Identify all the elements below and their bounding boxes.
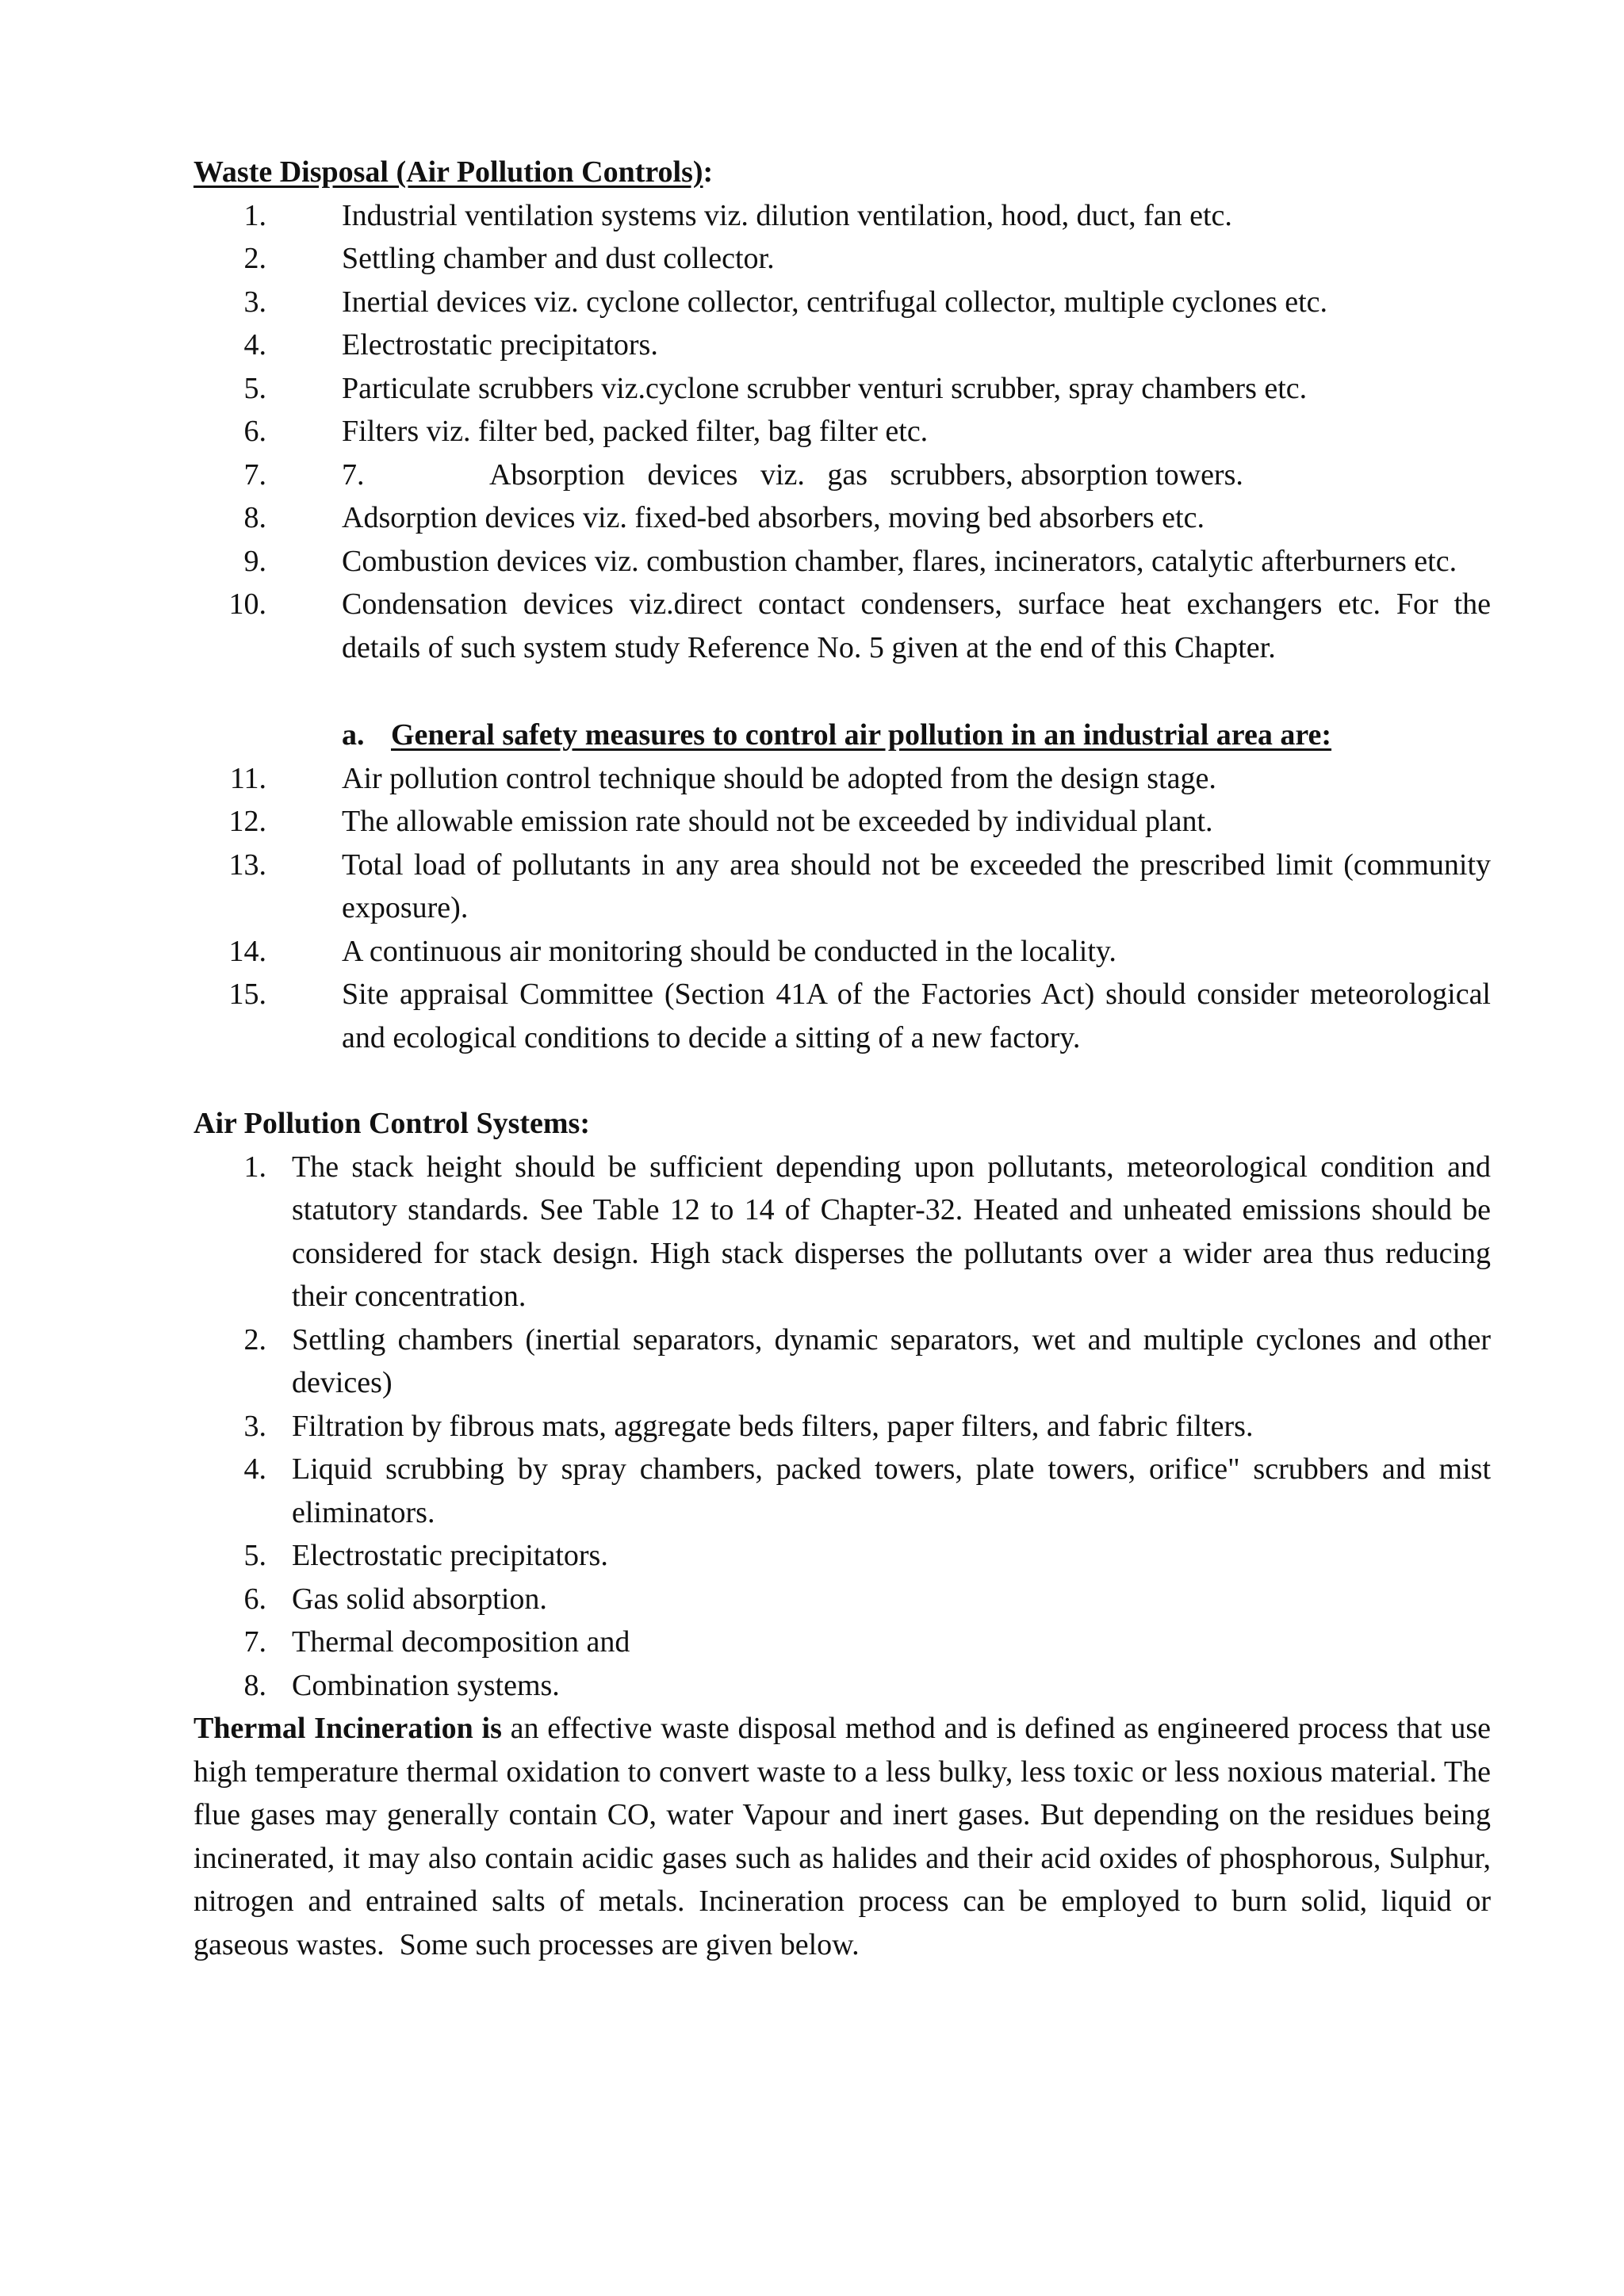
list-item: 7. 7. Absorption devices viz. gas scrubbers, absorption towers.	[243, 457, 1243, 492]
safety-measures-list	[193, 757, 1491, 1060]
list-item: 10. Condensation devices viz.direct contact condensers, surface heat exchangers etc. For the details of such system study Reference No. 5 given at the end of this Chapter.	[228, 587, 1491, 664]
list-item: 14. A continuous air monitoring should be conducted in the locality.	[228, 934, 1116, 968]
list-item: 2. Settling chambers (inertial separators, dynamic separators, wet and multiple cyclones and other devices)	[243, 1322, 1491, 1399]
list-item: 12. The allowable emission rate should not be exceeded by individual plant.	[228, 805, 1213, 838]
heading-text: Waste Disposal (Air Pollution Controls)	[193, 155, 703, 189]
list-item: 6. Filters viz. filter bed, packed filter, bag filter etc.	[243, 415, 929, 448]
list-item: 2. Settling chamber and dust collector.	[243, 242, 775, 275]
waste-disposal-list	[193, 194, 1491, 670]
section-heading-waste-disposal: Waste Disposal (Air Pollution Controls):	[193, 155, 714, 189]
list-item: 4. Liquid scrubbing by spray chambers, packed towers, plate towers, orifice" scrubbers and mist eliminators.	[243, 1452, 1491, 1529]
list-item: 11. Air pollution control technique should be adopted from the design stage.	[229, 761, 1216, 795]
list-item: 8. Combination systems.	[243, 1668, 560, 1702]
section-heading-control-systems: Air Pollution Control Systems:	[193, 1107, 590, 1140]
list-item: 1. The stack height should be sufficient depending upon pollutants, meteorological condition and statutory standards. See Table 12 to 14 of Chapter-32. Heated and unheated emissions should be considered for stack design. High stack disperses the pollutants over a wider area thus reducing their concentration.	[243, 1150, 1491, 1313]
list-item: 4. Electrostatic precipitators.	[243, 328, 658, 362]
list-item: 13. Total load of pollutants in any area should not be exceeded the prescribed limit (community exposure).	[228, 848, 1491, 924]
list-item: 5. Particulate scrubbers viz.cyclone scrubber venturi scrubber, spray chambers etc.	[243, 371, 1308, 405]
control-systems-list	[193, 1146, 1491, 1708]
list-item: 6. Gas solid absorption.	[243, 1582, 547, 1616]
list-item: 5. Electrostatic precipitators.	[243, 1539, 608, 1572]
thermal-incineration-paragraph: Thermal Incineration is an effective waste disposal method and is defined as engineered process that use high temperature thermal oxidation to convert waste to a less bulky, less toxic or less noxious material. The flue gases may generally contain CO, water Vapour and inert gases. But depending on the residues being incinerated, it may also contain acidic gases such as halides and their acid oxides of phosphorous, Sulphur, nitrogen and entrained salts of metals. Incineration process can be employed to burn solid, liquid or gaseous wastes. Some such processes are given below.	[193, 1712, 1499, 1961]
list-item: 1. Industrial ventilation systems viz. dilution ventilation, hood, duct, fan etc.	[243, 198, 1232, 232]
list-item: 9. Combustion devices viz. combustion chamber, flares, incinerators, catalytic afterburners etc.	[243, 544, 1457, 578]
document-page	[193, 151, 1499, 1966]
section-heading-general-safety: a. General safety measures to control air pollution in an industrial area are:	[342, 718, 1332, 752]
list-item: 3. Inertial devices viz. cyclone collector, centrifugal collector, multiple cyclones etc.	[243, 285, 1328, 319]
list-item: 15. Site appraisal Committee (Section 41A of the Factories Act) should consider meteorological and ecological conditions to decide a sitting of a new factory.	[228, 978, 1491, 1054]
list-item: 8. Adsorption devices viz. fixed-bed absorbers, moving bed absorbers etc.	[243, 501, 1205, 534]
list-item: 7. Thermal decomposition and	[243, 1625, 630, 1659]
list-item: 3. Filtration by fibrous mats, aggregate beds filters, paper filters, and fabric filters.	[243, 1409, 1254, 1443]
